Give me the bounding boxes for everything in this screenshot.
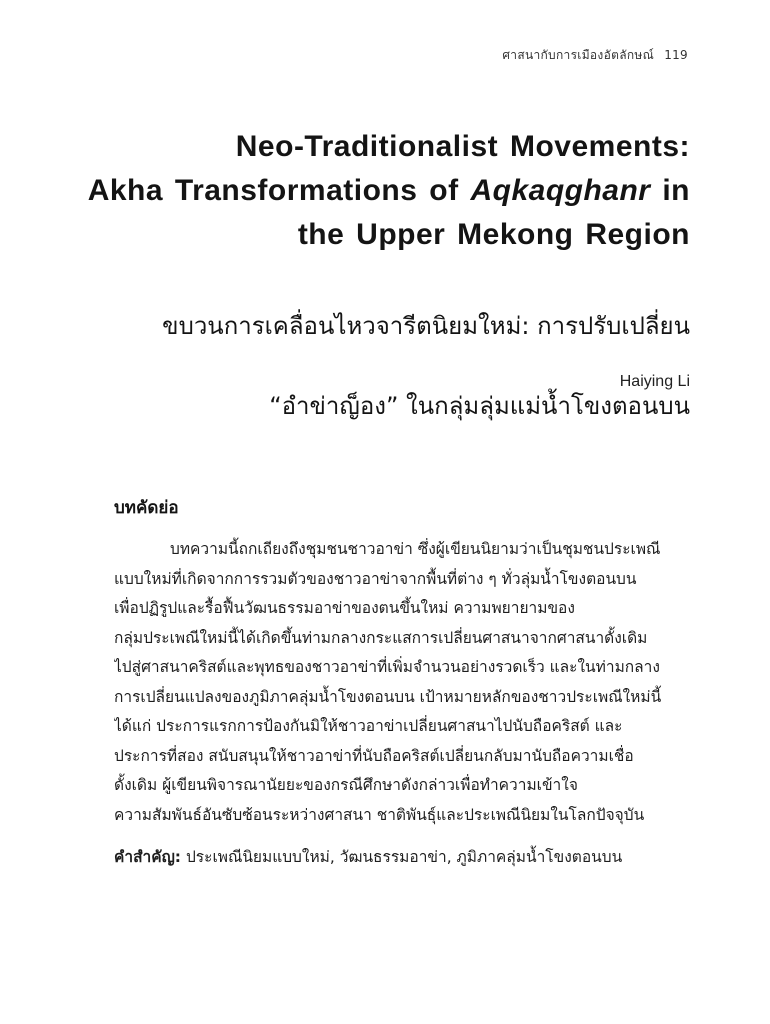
author-name: Haiying Li — [619, 373, 690, 390]
abstract-line: ประการที่สอง สนับสนุนให้ชาวอาข่าที่นับถือคริสต์เปลี่ยนกลับมานับถือความเชื่อ — [114, 746, 634, 765]
title-thai — [80, 266, 690, 466]
title-english-line-2 — [80, 169, 690, 213]
title-thai-line-2: “อำข่าญ็อง” ในกลุ่มลุ่มแม่น้ำโขงตอนบน — [269, 392, 690, 420]
abstract-line: ไปสู่ศาสนาคริสต์และพุทธของชาวอาข่าที่เพิ่มจำนวนอย่างรวดเร็ว และในท่ามกลาง — [114, 658, 660, 676]
title-english-italic-term: Aqkaqghanr — [470, 174, 651, 207]
keywords-text: ประเพณีนิยมแบบใหม่, วัฒนธรรมอาข่า, ภูมิภาคลุ่มน้ำโขงตอนบน — [185, 848, 623, 866]
abstract-line: แบบใหม่ที่เกิดจากการรวมตัวของชาวอาข่าจากพื้นที่ต่าง ๆ ทั่วลุ่มน้ำโขงตอนบน — [114, 569, 637, 588]
abstract-line: กลุ่มประเพณีใหม่นี้ได้เกิดขึ้นท่ามกลางกระแสการเปลี่ยนศาสนาจากศาสนาดั้งเดิม — [114, 628, 648, 647]
title-english-line-1: Neo-Traditionalist Movements: — [235, 130, 690, 163]
title-english — [80, 125, 690, 257]
abstract-line: บทความนี้ถกเถียงถึงชุมชนชาวอาข่า ซึ่งผู้เขียนนิยามว่าเป็นชุมชนประเพณี — [170, 540, 661, 558]
abstract-line: ดั้งเดิม ผู้เขียนพิจารณานัยยะของกรณีศึกษาดังกล่าวเพื่อทำความเข้าใจ — [114, 776, 578, 794]
abstract-line: ได้แก่ ประการแรกการป้องกันมิให้ชาวอาข่าเปลี่ยนศาสนาไปนับถือคริสต์ และ — [114, 717, 623, 735]
abstract-line: เพื่อปฏิรูปและรื้อฟื้นวัฒนธรรมอาข่าของตนขึ้นใหม่ ความพยายามของ — [114, 599, 575, 617]
page-number: 119 — [664, 48, 688, 62]
title-english-line-2-suffix: in — [662, 174, 690, 207]
running-header — [502, 46, 688, 65]
abstract-line: ความสัมพันธ์อันซับซ้อนระหว่างศาสนา ชาติพันธุ์และประเพณีนิยมในโลกปัจจุบัน — [114, 805, 645, 824]
title-english-line-2-prefix: Akha Transformations of — [87, 174, 459, 207]
keywords — [114, 844, 622, 869]
title-thai-line-1: ขบวนการเคลื่อนไหวจารีตนิยมใหม่: การปรับเปลี่ยน — [162, 312, 690, 340]
title-english-line-3: the Upper Mekong Region — [297, 218, 690, 251]
keywords-label: คำสำคัญ: — [114, 848, 182, 866]
abstract-line: การเปลี่ยนแปลงของภูมิภาคลุ่มน้ำโขงตอนบน เป้าหมายหลักของชาวประเพณีใหม่นี้ — [114, 687, 662, 706]
abstract-body — [114, 535, 694, 830]
running-header-text: ศาสนากับการเมืองอัตลักษณ์ — [502, 48, 655, 62]
abstract-heading: บทคัดย่อ — [114, 498, 179, 518]
